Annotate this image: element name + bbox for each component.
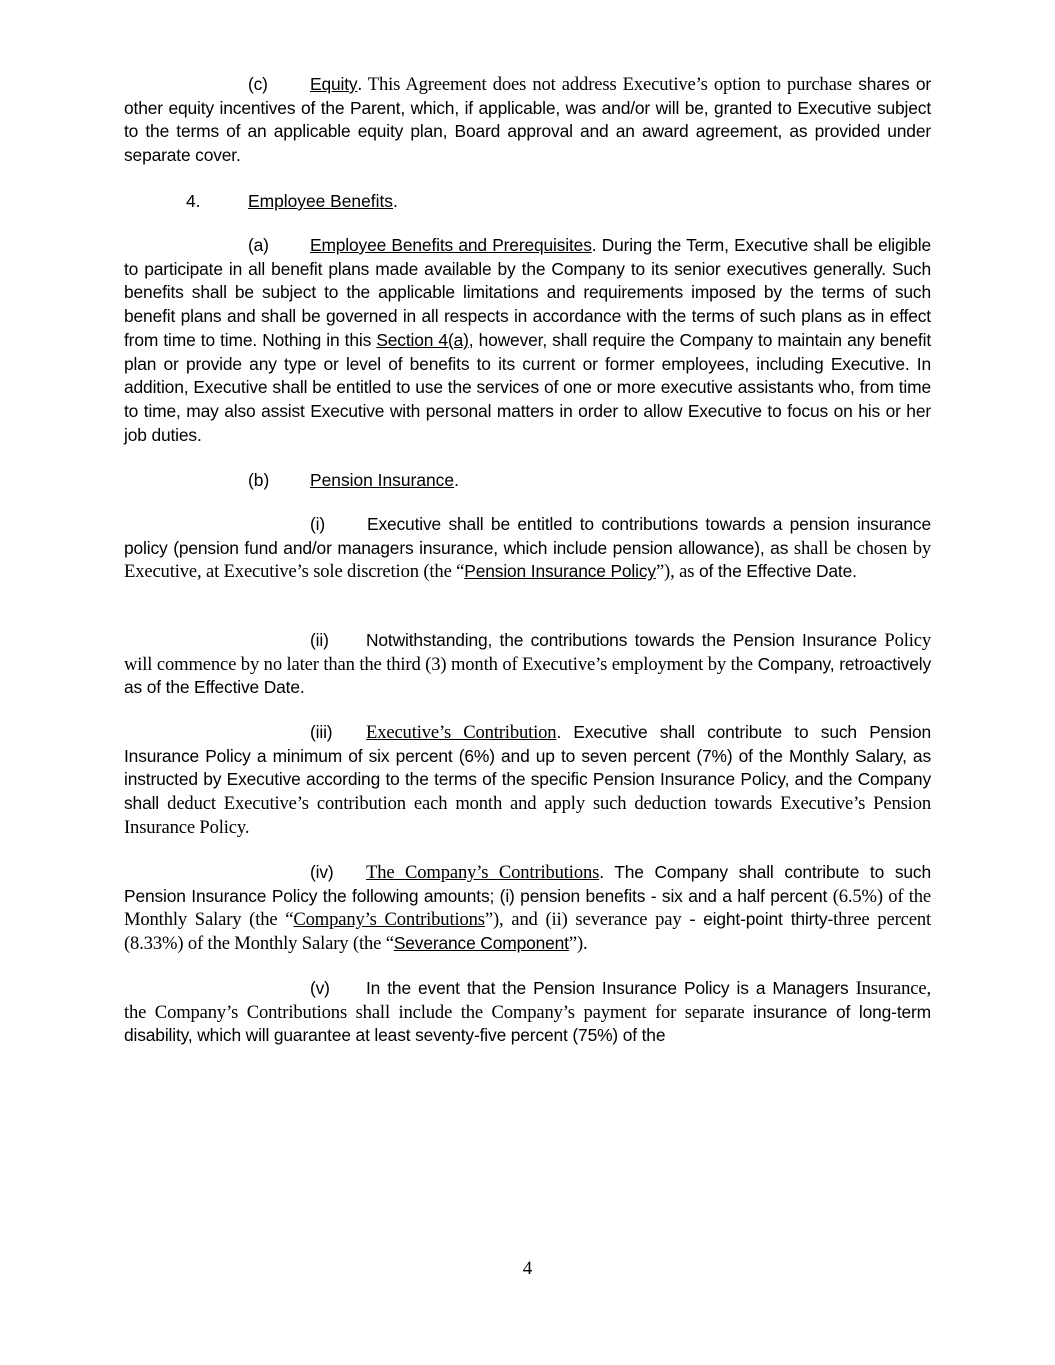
- clause-text: . This Agreement does not address Executive’s option to purchase: [357, 74, 852, 95]
- clause-text: Policy will commence by no later than the third (3) month of Executive’s employment by the: [124, 630, 931, 675]
- clause-text: Company, retroactively as of the Effective Date.: [124, 653, 931, 698]
- clause-text: insurance of long-term disability, which will guarantee at least seventy-five percent (75%) of the: [124, 1001, 932, 1046]
- clause-text: . Executive shall contribute to such Pension Insurance Policy a minimum of six percent (6%) and up to seven percent (7%) of the Monthly Salary, as instructed by Executive according to the terms of the specific Pension Insurance Policy, and the Company shall: [124, 722, 932, 814]
- clause-text: Notwithstanding, the contributions towards the Pension Insurance: [366, 630, 885, 650]
- clause-text: shares or other equity incentives of the Parent, which, if applicable, was and/or will be, granted to Executive subject to the terms of an applicable equity plan, Board approval and an award agreement, as provided under separate cover.: [124, 74, 931, 166]
- section-title: Employee Benefits: [248, 191, 394, 211]
- clause-text: Insurance, the Company’s Contributions shall include the Company’s payment for separate: [124, 978, 931, 1023]
- clause-text: shall be chosen by Executive, at Executive’s sole discretion (the “: [124, 537, 932, 583]
- clause-text: three percent (8.33%) of the Monthly Salary (the “: [124, 909, 931, 955]
- clause-label: (b): [248, 470, 270, 490]
- clause-label: (iv): [310, 862, 334, 882]
- clause-text: . During the Term, Executive shall be eligible to participate in all benefit plans made available by the Company to its senior executives generally. Such benefits shall be subject to the applicable limitations and requirements imposed by the terms of such benefit plans and shall be governed in all respects in accordance with the terms of such plans as in effect from time to time. Nothing in this: [124, 235, 932, 350]
- clause-label: (iii): [310, 722, 333, 742]
- section-heading-4: [186, 190, 398, 214]
- clause-text: ”).: [568, 933, 588, 955]
- clause-label: (a): [248, 235, 269, 255]
- clause-label: (c): [248, 74, 268, 94]
- paragraph-pension-v: [124, 977, 931, 1048]
- paragraph-pension-iii: [124, 721, 931, 840]
- defined-term: Severance Component: [393, 933, 569, 954]
- clause-label: (ii): [310, 630, 329, 650]
- clause-text: Executive shall be entitled to contributions towards a pension insurance policy (pension fund and/or managers insurance, which include pension allowance), as: [124, 514, 931, 558]
- clause-text: ”), as: [655, 561, 695, 583]
- clause-text: In the event that the Pension Insurance Policy is a Managers: [366, 978, 856, 998]
- clause-title: Pension Insurance: [310, 470, 455, 490]
- paragraph-pension-ii: [124, 629, 931, 700]
- defined-term: Pension Insurance Policy: [464, 561, 656, 582]
- clause-title: Employee Benefits and Prerequisites: [310, 235, 592, 255]
- clause-title: Executive’s Contribution: [366, 722, 557, 743]
- clause-text: deduct Executive’s contribution each month and apply such deduction towards Executive’s Pension Insurance Policy.: [124, 793, 931, 838]
- paragraph-employee-benefits: [124, 234, 931, 447]
- clause-text: . The Company shall contribute to such Pension Insurance Policy the following amounts; (i) pension benefits - six and a half percent: [124, 862, 931, 906]
- page-number: 4: [522, 1258, 533, 1279]
- section-period: .: [393, 191, 398, 211]
- clause-text: eight-point thirty-: [703, 909, 834, 930]
- clause-period: .: [454, 470, 459, 490]
- clause-text: ”), and (ii) severance pay -: [484, 909, 704, 931]
- section-number: 4.: [186, 191, 201, 211]
- clause-text: of the Effective Date.: [694, 561, 857, 582]
- clause-label: (i): [310, 514, 325, 534]
- paragraph-pension-i: [124, 513, 931, 584]
- section-reference: Section 4(a): [376, 329, 469, 350]
- paragraph-pension-iv: [124, 861, 931, 956]
- clause-text: , however, shall require the Company to maintain any benefit plan or provide any type or level of benefits to its current or former employees, including Executive. In addition, Executive shall be entitled to use the services of one or more executive assistants who, from time to time, may also assist Executive with personal matters in order to allow Executive to focus on his or her job duties.: [124, 329, 932, 445]
- clause-label: (v): [310, 978, 330, 998]
- clause-text: (6.5%) of the Monthly Salary (the “: [124, 885, 931, 931]
- clause-title-equity: Equity: [310, 74, 358, 94]
- subheading-pension-insurance: [248, 469, 459, 493]
- clause-title: The Company’s Contributions: [366, 862, 600, 883]
- defined-term: Company’s Contributions: [293, 909, 485, 931]
- paragraph-equity: [124, 73, 931, 168]
